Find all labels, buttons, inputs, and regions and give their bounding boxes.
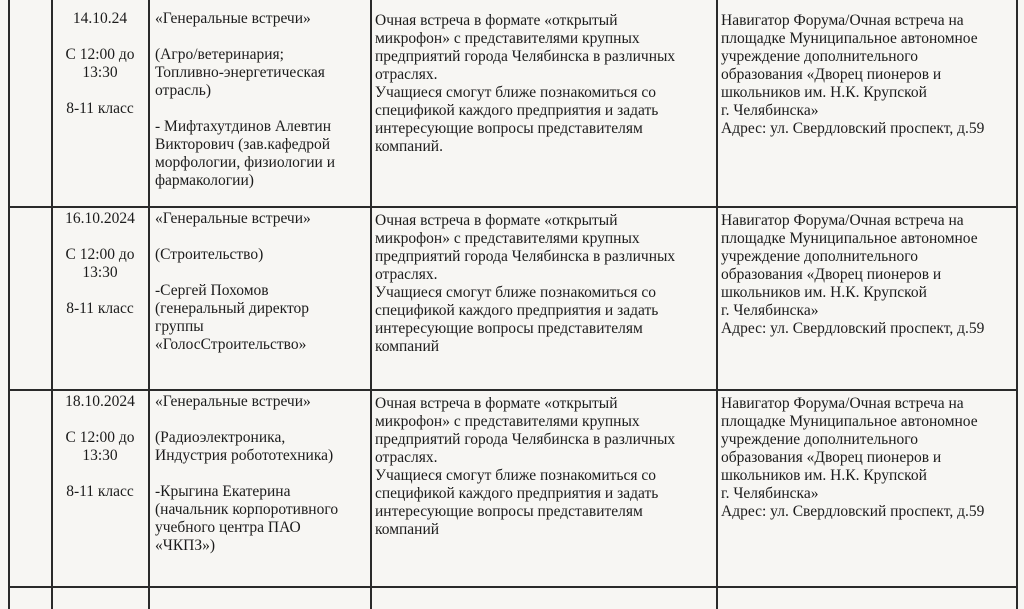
event-time-start: С 12:00 до (65, 429, 135, 446)
event-time-end: 13:30 (82, 64, 118, 81)
description-line: компаний (375, 338, 440, 355)
description-line: Очная встреча в формате «открытый (375, 12, 618, 29)
date-cell (54, 10, 146, 118)
spacer (54, 465, 146, 483)
table-border-right (1016, 0, 1018, 609)
venue-line: г. Челябинска» (721, 302, 819, 319)
venue-line: образования «Дворец пионеров и (721, 449, 942, 466)
event-title: «Генеральные встречи» (155, 393, 311, 410)
event-topic-line: Индустрия робототехника) (155, 447, 334, 464)
event-time-end: 13:30 (82, 447, 118, 464)
venue-line: школьников им. Н.К. Крупской (721, 467, 927, 484)
venue-line: школьников им. Н.К. Крупской (721, 284, 927, 301)
description-line: Очная встреча в формате «открытый (375, 212, 618, 229)
event-grade: 8-11 класс (66, 483, 134, 500)
venue-cell (721, 395, 1015, 521)
venue-cell (721, 212, 1015, 338)
speaker-line: -Крыгина Екатерина (155, 483, 291, 500)
venue-line: г. Челябинска» (721, 485, 819, 502)
description-line: спецификой каждого предприятия и задать (375, 302, 659, 319)
description-line: интересующие вопросы представителям (375, 120, 643, 137)
event-topic-line: (Агро/ветеринария; (155, 46, 284, 63)
row-divider-2 (8, 389, 1018, 391)
speaker-line: фармакологии) (155, 172, 254, 189)
speaker-line: морфологии, физиологии и (155, 154, 335, 171)
spacer (54, 28, 146, 46)
description-line: микрофон» с представителями крупных (375, 230, 640, 247)
event-time-start: С 12:00 до (65, 246, 135, 263)
description-line: спецификой каждого предприятия и задать (375, 102, 659, 119)
venue-line: г. Челябинска» (721, 102, 819, 119)
spacer (155, 228, 367, 246)
spacer (155, 465, 367, 483)
event-title: «Генеральные встречи» (155, 210, 311, 227)
event-topic-line: (Строительство) (155, 246, 264, 263)
event-time-start: С 12:00 до (65, 46, 135, 63)
venue-line: Навигатор Форума/Очная встреча на (721, 212, 964, 229)
event-grade: 8-11 класс (66, 300, 134, 317)
event-time-end: 13:30 (82, 264, 118, 281)
venue-cell (721, 12, 1015, 138)
venue-line: Адрес: ул. Свердловский проспект, д.59 (721, 320, 985, 337)
table-bottom-border (8, 586, 1018, 588)
description-line: отраслях. (375, 449, 438, 466)
spacer (155, 264, 367, 282)
description-cell (375, 395, 713, 539)
date-cell (54, 210, 146, 318)
venue-line: Навигатор Форума/Очная встреча на (721, 395, 964, 412)
description-line: микрофон» с представителями крупных (375, 30, 640, 47)
spacer (54, 411, 146, 429)
event-cell (155, 10, 367, 190)
description-line: компаний. (375, 138, 443, 155)
description-line: интересующие вопросы представителям (375, 503, 643, 520)
speaker-line: «ЧКПЗ») (155, 537, 216, 554)
event-topic-line: Топливно-энергетическая (155, 64, 325, 81)
venue-line: площадке Муниципальное автономное (721, 30, 978, 47)
event-topic-line: (Радиоэлектроника, (155, 429, 286, 446)
event-cell (155, 210, 367, 354)
speaker-line: «ГолосСтроительство» (155, 336, 307, 353)
spacer (54, 228, 146, 246)
description-cell (375, 212, 713, 356)
table-border-col2 (148, 0, 150, 609)
table-border-col1 (51, 0, 53, 609)
description-line: интересующие вопросы представителям (375, 320, 643, 337)
venue-line: площадке Муниципальное автономное (721, 230, 978, 247)
event-cell (155, 393, 367, 555)
description-cell (375, 12, 713, 156)
event-topic-line: отрасль) (155, 82, 211, 99)
venue-line: школьников им. Н.К. Крупской (721, 84, 927, 101)
description-line: предприятий города Челябинска в различных (375, 248, 676, 265)
venue-line: площадке Муниципальное автономное (721, 413, 978, 430)
venue-line: образования «Дворец пионеров и (721, 266, 942, 283)
venue-line: образования «Дворец пионеров и (721, 66, 942, 83)
description-line: микрофон» с представителями крупных (375, 413, 640, 430)
venue-line: учреждение дополнительного (721, 48, 919, 65)
description-line: компаний (375, 521, 440, 538)
venue-line: учреждение дополнительного (721, 431, 919, 448)
venue-line: учреждение дополнительного (721, 248, 919, 265)
description-line: предприятий города Челябинска в различных (375, 431, 676, 448)
speaker-line: - Мифтахутдинов Алевтин (155, 118, 332, 135)
description-line: отраслях. (375, 266, 438, 283)
description-line: Учащиеся смогут ближе познакомиться со (375, 467, 657, 484)
description-line: предприятий города Челябинска в различных (375, 48, 676, 65)
table-border-col3 (370, 0, 372, 609)
description-line: Учащиеся смогут ближе познакомиться со (375, 284, 657, 301)
event-date: 16.10.2024 (65, 210, 135, 227)
event-date: 18.10.2024 (65, 393, 135, 410)
spacer (54, 82, 146, 100)
date-cell (54, 393, 146, 501)
venue-line: Навигатор Форума/Очная встреча на (721, 12, 964, 29)
row-divider-1 (8, 206, 1018, 208)
venue-line: Адрес: ул. Свердловский проспект, д.59 (721, 503, 985, 520)
description-line: Очная встреча в формате «открытый (375, 395, 618, 412)
event-title: «Генеральные встречи» (155, 10, 311, 27)
speaker-line: -Сергей Похомов (155, 282, 269, 299)
table-border-left (8, 0, 10, 609)
description-line: отраслях. (375, 66, 438, 83)
spacer (155, 100, 367, 118)
event-date: 14.10.24 (72, 10, 128, 27)
speaker-line: (начальник корпоротивного (155, 501, 339, 518)
spacer (155, 28, 367, 46)
spacer (54, 282, 146, 300)
spacer (155, 411, 367, 429)
event-grade: 8-11 класс (66, 100, 134, 117)
description-line: Учащиеся смогут ближе познакомиться со (375, 84, 657, 101)
speaker-line: Викторович (зав.кафедрой (155, 136, 330, 153)
venue-line: Адрес: ул. Свердловский проспект, д.59 (721, 120, 985, 137)
speaker-line: (генеральный директор (155, 300, 310, 317)
speaker-line: учебного центра ПАО (155, 519, 301, 536)
table-border-col4 (716, 0, 718, 609)
speaker-line: группы (155, 318, 204, 335)
description-line: спецификой каждого предприятия и задать (375, 485, 659, 502)
